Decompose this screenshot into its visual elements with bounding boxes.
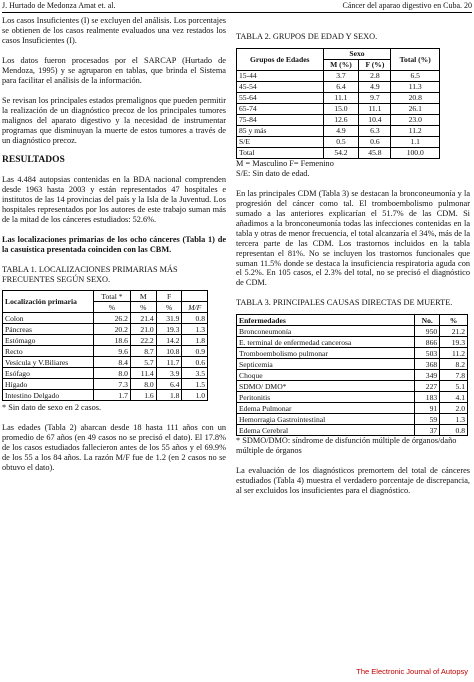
right-column bbox=[236, 16, 470, 506]
table-cell: 22.2 bbox=[130, 335, 156, 346]
table1-caption: TABLA 1. LOCALIZACIONES PRIMARIAS MÁS FRECUENTES SEGÚN SEXO. bbox=[2, 264, 178, 284]
table2-note: M = Masculino F= Femenino bbox=[236, 158, 334, 168]
table-cell: S/E bbox=[237, 136, 324, 147]
table3-caption: TABLA 3. PRINCIPALES CAUSAS DIRECTAS DE MUERTE. bbox=[236, 298, 453, 308]
header-title-page: Cáncer del aparao digestivo en Cuba. 20 bbox=[342, 1, 472, 10]
table-cell: 1.1 bbox=[391, 136, 440, 147]
table-cell: 227 bbox=[415, 381, 440, 392]
table-cell: 21.4 bbox=[130, 313, 156, 324]
paragraph: Los casos Insuficientes (I) se excluyen del análisis. Los porcentajes se obtienen de los casos realmente evaluados una vez restados los casos Insuficientes (I). bbox=[2, 16, 226, 45]
table-cell: 6.4 bbox=[323, 81, 359, 92]
table-cell: 11.3 bbox=[391, 81, 440, 92]
table-cell: Bronconeumonía bbox=[237, 326, 415, 337]
table1-header-pct: % bbox=[156, 302, 182, 313]
table2-header-sexo: Sexo bbox=[323, 48, 391, 59]
table-row bbox=[3, 368, 208, 379]
table-cell: 3.9 bbox=[156, 368, 182, 379]
table-cell: Hemorragia Gastrointestinal bbox=[237, 414, 415, 425]
table-cell: 59 bbox=[415, 414, 440, 425]
header-authors: J. Hurtado de Medonza Amat et. al. bbox=[2, 1, 116, 10]
table-cell: 10.4 bbox=[359, 114, 391, 125]
table-cell: Total bbox=[237, 147, 324, 158]
table-cell: 8.0 bbox=[94, 368, 131, 379]
table1-header-loc: Localización primaria bbox=[3, 291, 94, 313]
table-cell: 11.1 bbox=[359, 103, 391, 114]
table-cell: 100.0 bbox=[391, 147, 440, 158]
table-cell: 0.9 bbox=[182, 346, 208, 357]
table1-header-f: F bbox=[156, 291, 182, 302]
table-cell: 8.2 bbox=[440, 359, 468, 370]
table3-header-enf: Enfermedades bbox=[237, 315, 415, 326]
table-cell: Choque bbox=[237, 370, 415, 381]
table-cell: 1.7 bbox=[94, 390, 131, 401]
table-cell: 19.3 bbox=[156, 324, 182, 335]
running-header bbox=[2, 1, 472, 13]
table1-header-pct: % bbox=[130, 302, 156, 313]
table-row bbox=[237, 103, 440, 114]
table-cell: 4.9 bbox=[359, 81, 391, 92]
table-cell: 1.5 bbox=[182, 379, 208, 390]
table-cell: 0.8 bbox=[182, 313, 208, 324]
table-cell: Tromboembolismo pulmonar bbox=[237, 348, 415, 359]
table2-caption: TABLA 2. GRUPOS DE EDAD Y SEXO. bbox=[236, 32, 378, 41]
table-row bbox=[237, 392, 468, 403]
table-cell: 21.2 bbox=[440, 326, 468, 337]
table-cell: 368 bbox=[415, 359, 440, 370]
table-cell: 26.2 bbox=[94, 313, 131, 324]
table-cell: 9.7 bbox=[359, 92, 391, 103]
table-cell: 26.1 bbox=[391, 103, 440, 114]
table2-header-m: M (%) bbox=[323, 59, 359, 70]
table2-note: S/E: Sin dato de edad. bbox=[236, 168, 310, 178]
table2 bbox=[236, 48, 440, 159]
left-column bbox=[2, 16, 226, 483]
table-row bbox=[237, 70, 440, 81]
table-cell: Recto bbox=[3, 346, 94, 357]
table-cell: 37 bbox=[415, 425, 440, 436]
table-row bbox=[3, 390, 208, 401]
paragraph-bold: Las localizaciones primarias de los ocho cánceres (Tabla 1) de la casuística presentada coinciden con las CBM. bbox=[2, 234, 226, 254]
table-cell: 21.0 bbox=[130, 324, 156, 335]
table-cell: 18.6 bbox=[94, 335, 131, 346]
paragraph: La evaluación de los diagnósticos premortem del total de cánceres estudiados (Tabla 4) muestra el verdadero porcentaje de discrepancia, al ser excluidos los insuficientes para el diagnóstico. bbox=[236, 466, 470, 496]
table-cell: 8.0 bbox=[130, 379, 156, 390]
table-cell: 65-74 bbox=[237, 103, 324, 114]
table-cell: 19.3 bbox=[440, 337, 468, 348]
table-cell: 45.8 bbox=[359, 147, 391, 158]
table-row bbox=[237, 381, 468, 392]
table-row bbox=[237, 337, 468, 348]
table-cell: 11.1 bbox=[323, 92, 359, 103]
table-cell: 5.1 bbox=[440, 381, 468, 392]
table-cell: Esófago bbox=[3, 368, 94, 379]
table-row bbox=[3, 346, 208, 357]
table-cell: 91 bbox=[415, 403, 440, 414]
table2-header-groups: Grupos de Edades bbox=[237, 48, 324, 70]
table-row bbox=[3, 357, 208, 368]
table-cell: 20.2 bbox=[94, 324, 131, 335]
table-cell: 6.3 bbox=[359, 125, 391, 136]
table-cell: Páncreas bbox=[3, 324, 94, 335]
paragraph: Se revisan los principales estados premalignos que pueden permitir la realización de un diagnóstico precoz de los principales tumores malignos del aparato digestivo y la necesidad de instrumentar programas que disminuyan la muerte de estos tumores a través de un diagnóstico precoz. bbox=[2, 95, 226, 145]
table-cell: Estómago bbox=[3, 335, 94, 346]
table-row bbox=[237, 370, 468, 381]
table3-header-pct: % bbox=[440, 315, 468, 326]
table-cell: Edema Cerebral bbox=[237, 425, 415, 436]
table-cell: 5.7 bbox=[130, 357, 156, 368]
table-cell: 950 bbox=[415, 326, 440, 337]
journal-footer: The Electronic Journal of Autopsy bbox=[356, 667, 468, 676]
table-cell: 7.3 bbox=[94, 379, 131, 390]
table-cell: Peritonitis bbox=[237, 392, 415, 403]
table-cell: 20.8 bbox=[391, 92, 440, 103]
table-cell: 0.6 bbox=[359, 136, 391, 147]
table-row bbox=[237, 136, 440, 147]
table-cell: Vesícula y V.Biliares bbox=[3, 357, 94, 368]
table-cell: 8.4 bbox=[94, 357, 131, 368]
table-cell: 14.2 bbox=[156, 335, 182, 346]
table-row bbox=[237, 114, 440, 125]
table-row bbox=[237, 125, 440, 136]
table-cell: 3.5 bbox=[182, 368, 208, 379]
table-cell: 4.1 bbox=[440, 392, 468, 403]
table-cell: E. terminal de enfermedad cancerosa bbox=[237, 337, 415, 348]
table1-header-m: M bbox=[130, 291, 156, 302]
table-cell: Intestino Delgado bbox=[3, 390, 94, 401]
table-cell: 11.4 bbox=[130, 368, 156, 379]
table-cell: 55-64 bbox=[237, 92, 324, 103]
table-row bbox=[237, 425, 468, 436]
table-cell: 3.7 bbox=[323, 70, 359, 81]
table-cell: 1.0 bbox=[182, 390, 208, 401]
table-cell: SDMO/ DMO* bbox=[237, 381, 415, 392]
table-cell: 7.8 bbox=[440, 370, 468, 381]
table-cell: Colon bbox=[3, 313, 94, 324]
paragraph: Las edades (Tabla 2) abarcan desde 18 hasta 111 años con un promedio de 67 años (en 49 casos no se precisó el dato). El 17.8% de los casos estudiados fallecieron antes de los 55 años y el 69.9% de los 55 a los 84 años. La razón M/F fue de 1.2 (en 2 casos no se obtuvo el dato). bbox=[2, 423, 226, 473]
table1-header-mf: M/F bbox=[182, 302, 208, 313]
table-cell: 0.6 bbox=[182, 357, 208, 368]
table-cell: 503 bbox=[415, 348, 440, 359]
table-cell: Septicemia bbox=[237, 359, 415, 370]
table-cell: 15-44 bbox=[237, 70, 324, 81]
table3-header-no: No. bbox=[415, 315, 440, 326]
table-row bbox=[237, 359, 468, 370]
table-row bbox=[237, 92, 440, 103]
table-cell: 0.5 bbox=[323, 136, 359, 147]
table-row bbox=[237, 403, 468, 414]
table-cell: 11.2 bbox=[391, 125, 440, 136]
table-cell: Hígado bbox=[3, 379, 94, 390]
table-cell: 349 bbox=[415, 370, 440, 381]
table-cell: 8.7 bbox=[130, 346, 156, 357]
table-row bbox=[3, 313, 208, 324]
table-cell: 11.2 bbox=[440, 348, 468, 359]
table-cell: 85 y más bbox=[237, 125, 324, 136]
table-cell: 866 bbox=[415, 337, 440, 348]
table1-header-pct: % bbox=[94, 302, 131, 313]
table-cell: 75-84 bbox=[237, 114, 324, 125]
table-cell: 54.2 bbox=[323, 147, 359, 158]
table1-note: * Sin dato de sexo en 2 casos. bbox=[2, 403, 102, 413]
table-cell: 1.8 bbox=[156, 390, 182, 401]
table1-header-blank bbox=[182, 291, 208, 302]
table-cell: 45-54 bbox=[237, 81, 324, 92]
table-row bbox=[3, 379, 208, 390]
table-cell: 1.6 bbox=[130, 390, 156, 401]
table-row bbox=[237, 326, 468, 337]
table-cell: 23.0 bbox=[391, 114, 440, 125]
table-cell: 9.6 bbox=[94, 346, 131, 357]
table2-header-f: F (%) bbox=[359, 59, 391, 70]
table-cell: 6.5 bbox=[391, 70, 440, 81]
table-row bbox=[3, 335, 208, 346]
table-cell: Edema Pulmonar bbox=[237, 403, 415, 414]
table3 bbox=[236, 314, 468, 436]
table-cell: 2.8 bbox=[359, 70, 391, 81]
table-row bbox=[237, 348, 468, 359]
paragraph: Las 4.484 autopsias contenidas en la BDA nacional comprenden desde 1963 hasta 2003 y están representados 47 hospitales e institutos de las 14 provincias del país y la Isla de la Juventud. Los hospitales representados por los autores de este trabajo suman más de la mitad de los cánceres estudiados: 52.6%. bbox=[2, 174, 226, 224]
table1-header-total: Total * bbox=[94, 291, 131, 302]
table-cell: 4.9 bbox=[323, 125, 359, 136]
table-cell: 12.6 bbox=[323, 114, 359, 125]
table3-note: * SDMO/DMO: síndrome de disfunción múltiple de órganos/daño múltiple de órganos bbox=[236, 436, 457, 456]
table-row bbox=[3, 324, 208, 335]
table-cell: 11.7 bbox=[156, 357, 182, 368]
table-cell: 15.0 bbox=[323, 103, 359, 114]
table-row bbox=[237, 414, 468, 425]
table-cell: 31.9 bbox=[156, 313, 182, 324]
table-cell: 10.8 bbox=[156, 346, 182, 357]
table-cell: 1.3 bbox=[440, 414, 468, 425]
table-cell: 6.4 bbox=[156, 379, 182, 390]
table-cell: 0.8 bbox=[440, 425, 468, 436]
table-cell: 2.0 bbox=[440, 403, 468, 414]
table-cell: 1.3 bbox=[182, 324, 208, 335]
paragraph: Los datos fueron procesados por el SARCAP (Hurtado de Mendoza, 1995) y se agruparon en tablas, que brinda el Sistema para facilitar el análisis de la información. bbox=[2, 55, 226, 85]
table2-header-total: Total (%) bbox=[391, 48, 440, 70]
section-heading-resultados: RESULTADOS bbox=[2, 155, 65, 166]
table-cell: 183 bbox=[415, 392, 440, 403]
table-cell: 1.8 bbox=[182, 335, 208, 346]
paragraph: En las principales CDM (Tabla 3) se destacan la bronconeumonía y la progresión del cáncer como tal. El tromboembolismo pulmonar sumado a las anteriores explicarían el 51.7% de las CDM. Si añadimos a la bronconeumonía todas las infecciones contenidas en la tabla y otras de menor frecuencia, el total alcanzaría el 34%, más de la tercera parte de las CDM. Los trastornos incluidos en la tabla representan el 81%. No se incluyen los trastornos funcionales que suman 11.5% donde se destaca la insuficiencia respiratoria aguda con el 5.2%. En 105 casos, el 2.3% del total, no se precisó el diagnóstico de CDM. bbox=[236, 188, 470, 288]
table1 bbox=[2, 290, 208, 401]
table-row bbox=[237, 81, 440, 92]
table-row bbox=[237, 147, 440, 158]
